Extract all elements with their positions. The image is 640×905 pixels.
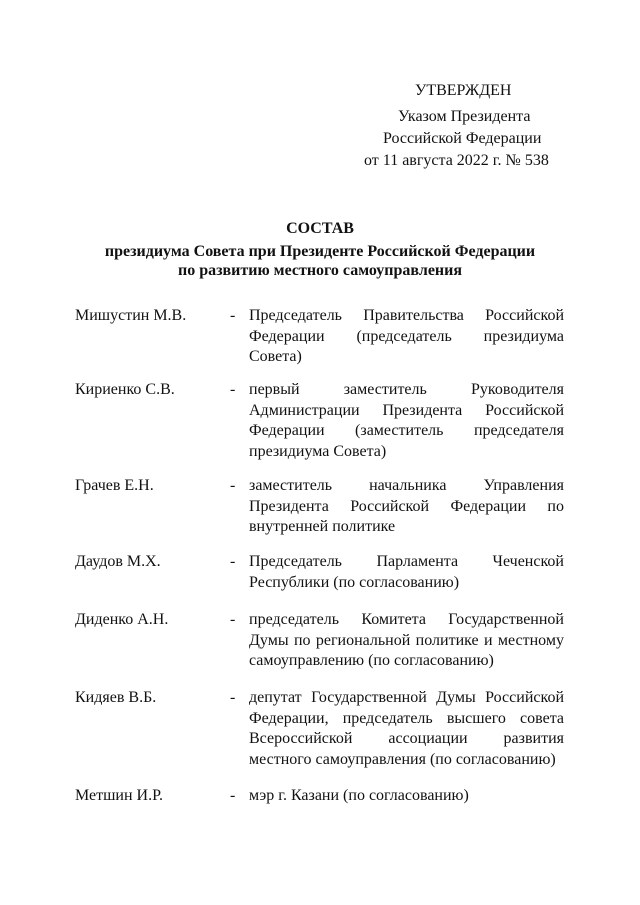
member-role: заместитель начальника Управления Президента Российской Федерации по внутренней политике	[249, 477, 564, 536]
member-dash: -	[230, 611, 236, 628]
member-name: Мишустин М.В.	[75, 307, 187, 324]
document-title: СОСТАВ	[286, 220, 354, 237]
member-role: Председатель Правительства Российской Федерации (председатель президиума Совета)	[249, 307, 564, 366]
approval-decree-line: Указом Президента	[398, 108, 531, 125]
document-subtitle-line-2: по развитию местного самоуправления	[177, 262, 463, 279]
member-name: Кириенко С.В.	[75, 381, 175, 398]
approval-date-line: от 11 августа 2022 г. № 538	[364, 152, 549, 169]
member-name: Кидяев В.Б.	[75, 689, 157, 706]
member-role: депутат Государственной Думы Российской Федерации, председатель высшего совета Всероссийской ассоциации развития местного самоуправления (по согласованию)	[249, 689, 564, 768]
member-dash: -	[230, 307, 236, 324]
member-dash: -	[230, 787, 236, 804]
member-name: Даудов М.Х.	[75, 553, 161, 570]
member-name: Диденко А.Н.	[75, 611, 169, 628]
approved-label: УТВЕРЖДЕН	[415, 82, 512, 99]
member-name: Метшин И.Р.	[75, 787, 164, 804]
member-dash: -	[230, 477, 236, 494]
member-role: мэр г. Казани (по согласованию)	[249, 787, 469, 804]
member-dash: -	[230, 689, 236, 706]
member-role: первый заместитель Руководителя Администрации Президента Российской Федерации (заместитель председателя президиума Совета)	[249, 381, 564, 460]
member-dash: -	[230, 553, 236, 570]
member-role: председатель Комитета Государственной Думы по региональной политике и местному самоуправлению (по согласованию)	[249, 611, 564, 670]
member-name: Грачев Е.Н.	[75, 477, 154, 494]
document-subtitle-line-1: президиума Совета при Президенте Российской Федерации	[104, 243, 536, 260]
member-role: Председатель Парламента Чеченской Республики (по согласованию)	[249, 553, 564, 591]
approval-country-line: Российской Федерации	[383, 130, 542, 147]
member-dash: -	[230, 381, 236, 398]
